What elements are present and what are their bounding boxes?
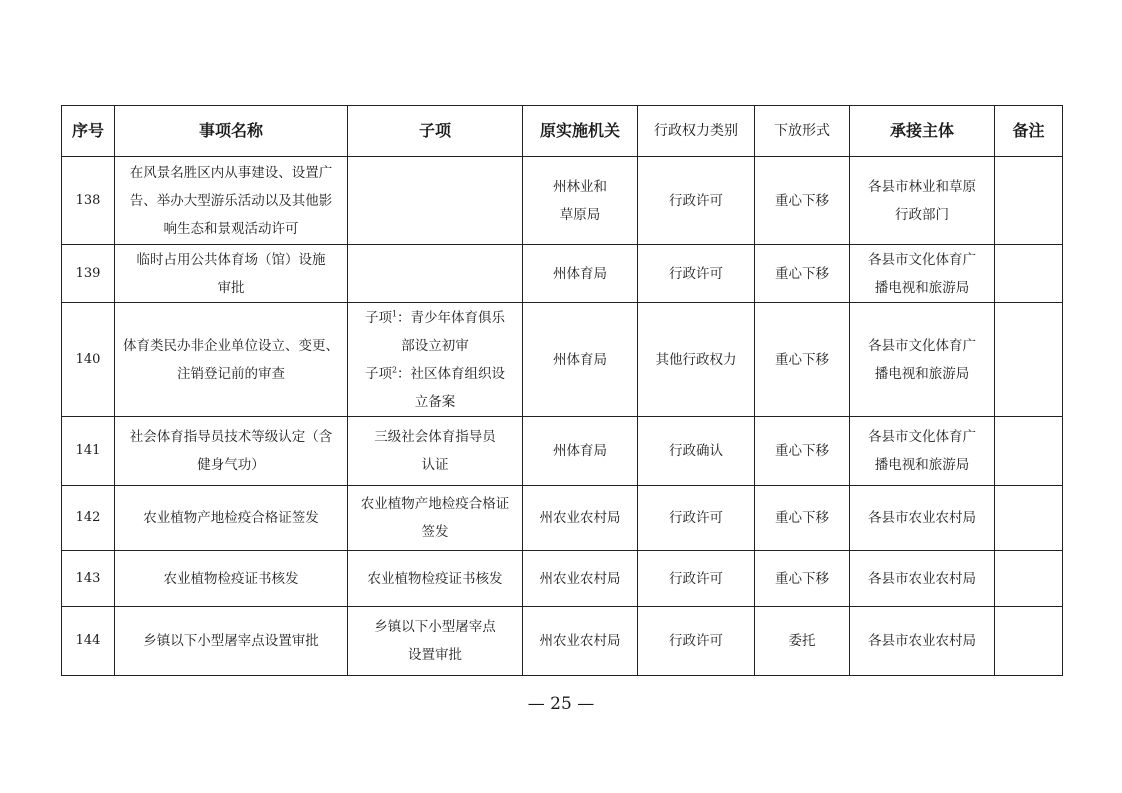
header-remark: 备注 [995,106,1063,157]
cell-receiver [850,607,995,676]
text-line: 告、举办大型游乐活动以及其他影 [129,192,333,209]
text-line: 播电视和旅游局 [874,365,970,382]
text-line: 农业植物检疫证书核发 [367,570,503,587]
cell-category: 行政许可 [638,157,755,245]
cell-sub-item [348,607,523,676]
text-line: 乡镇以下小型屠宰点设置审批 [143,633,319,649]
text-line: 草原局 [559,206,601,223]
text-line: 农业植物产地检疫合格证签发 [143,510,319,526]
cell-agency [523,607,638,676]
cell-item-name [115,157,348,245]
cell-item-name [115,245,348,303]
cell-item-name [115,303,348,417]
sub-item-prefix: 子项 [364,365,392,382]
header-delegation-form: 下放形式 [755,106,850,157]
text-line: 社会体育指导员技术等级认定（含 [129,429,333,445]
cell-category: 行政许可 [638,245,755,303]
text-line: 州体育局 [553,351,607,368]
cell-agency [523,551,638,607]
cell-receiver [850,157,995,245]
header-sub-item: 子项 [348,106,523,157]
text-line: 乡镇以下小型屠宰点 [374,619,496,635]
text-line: 审批 [217,279,245,296]
cell-serial: 141 [62,417,115,486]
header-original-agency: 原实施机关 [523,106,638,157]
matters-table [61,105,1063,676]
text-line: 各县市林业和草原 [868,178,976,195]
header-serial: 序号 [62,106,115,157]
table-row [62,607,1063,676]
cell-category: 行政许可 [638,607,755,676]
text-line: 临时占用公共体育场（馆）设施 [136,251,326,268]
text-line [354,304,516,332]
cell-receiver [850,303,995,417]
text-line: 农业植物产地检疫合格证 [360,496,510,512]
cell-item-name [115,417,348,486]
cell-category: 行政许可 [638,551,755,607]
text-line: 部设立初审 [401,337,469,354]
text-line: 各县市文化体育广 [868,251,976,268]
cell-category: 其他行政权力 [638,303,755,417]
text-line: 设置审批 [408,647,462,663]
cell-serial: 138 [62,157,115,245]
cell-remark [995,245,1063,303]
table-row [62,486,1063,551]
cell-form: 重心下移 [755,417,850,486]
sub-item-text: ：青少年体育俱乐 [397,309,506,326]
text-line: 响生态和景观活动许可 [163,220,299,237]
cell-agency [523,417,638,486]
cell-item-name [115,551,348,607]
sub-item-index: 1 [391,309,398,318]
text-line: 签发 [421,524,449,540]
sub-item-text: ：社区体育组织设 [397,365,506,382]
text-line: 体育类民办非企业单位设立、变更、 [123,337,339,354]
sub-item-prefix: 子项 [364,309,392,326]
text-line: 农业植物检疫证书核发 [163,570,299,587]
cell-remark [995,157,1063,245]
cell-serial: 144 [62,607,115,676]
cell-form: 重心下移 [755,157,850,245]
cell-item-name [115,486,348,551]
text-line: 各县市文化体育广 [868,337,976,354]
table-row [62,303,1063,417]
cell-receiver [850,551,995,607]
text-line: 健身气功） [197,457,265,473]
text-line: 各县市农业农村局 [868,570,976,587]
text-line: 州农业农村局 [539,633,621,649]
text-line: 注销登记前的审查 [177,365,285,382]
cell-serial: 143 [62,551,115,607]
text-line: 认证 [421,457,449,473]
cell-form: 重心下移 [755,245,850,303]
text-line: 播电视和旅游局 [874,457,970,473]
cell-remark [995,417,1063,486]
text-line: 立备案 [414,393,456,410]
text-line: 播电视和旅游局 [874,279,970,296]
cell-sub-item [348,157,523,245]
text-line: 州体育局 [553,443,607,459]
cell-serial: 142 [62,486,115,551]
cell-remark [995,486,1063,551]
cell-category: 行政确认 [638,417,755,486]
cell-remark [995,303,1063,417]
cell-receiver [850,417,995,486]
page-number: — 25 — [527,694,595,714]
cell-item-name [115,607,348,676]
cell-category: 行政许可 [638,486,755,551]
text-line: 在风景名胜区内从事建设、设置广 [129,164,333,181]
text-line [354,360,516,388]
cell-agency [523,303,638,417]
cell-remark [995,551,1063,607]
text-line: 州农业农村局 [539,510,621,526]
table-row [62,157,1063,245]
text-line: 各县市文化体育广 [868,429,976,445]
table-row [62,245,1063,303]
cell-agency [523,245,638,303]
text-line: 州农业农村局 [539,570,621,587]
cell-receiver [850,486,995,551]
sub-item-index: 2 [391,365,398,374]
text-line: 行政部门 [895,206,949,223]
cell-form: 重心下移 [755,303,850,417]
table-row [62,417,1063,486]
text-line: 三级社会体育指导员 [374,429,496,445]
cell-sub-item [348,417,523,486]
text-line: 州体育局 [553,265,607,282]
cell-form: 委托 [755,607,850,676]
header-item-name: 事项名称 [115,106,348,157]
cell-serial: 140 [62,303,115,417]
cell-serial: 139 [62,245,115,303]
table-row [62,551,1063,607]
cell-form: 重心下移 [755,486,850,551]
cell-sub-item [348,245,523,303]
header-receiver: 承接主体 [850,106,995,157]
cell-agency [523,157,638,245]
cell-sub-item [348,303,523,417]
text-line: 州林业和 [553,178,607,195]
cell-receiver [850,245,995,303]
cell-sub-item [348,551,523,607]
text-line: 各县市农业农村局 [868,510,976,526]
text-line: 各县市农业农村局 [868,633,976,649]
cell-agency [523,486,638,551]
cell-remark [995,607,1063,676]
cell-form: 重心下移 [755,551,850,607]
header-row [62,106,1063,157]
header-power-category: 行政权力类别 [638,106,755,157]
cell-sub-item [348,486,523,551]
